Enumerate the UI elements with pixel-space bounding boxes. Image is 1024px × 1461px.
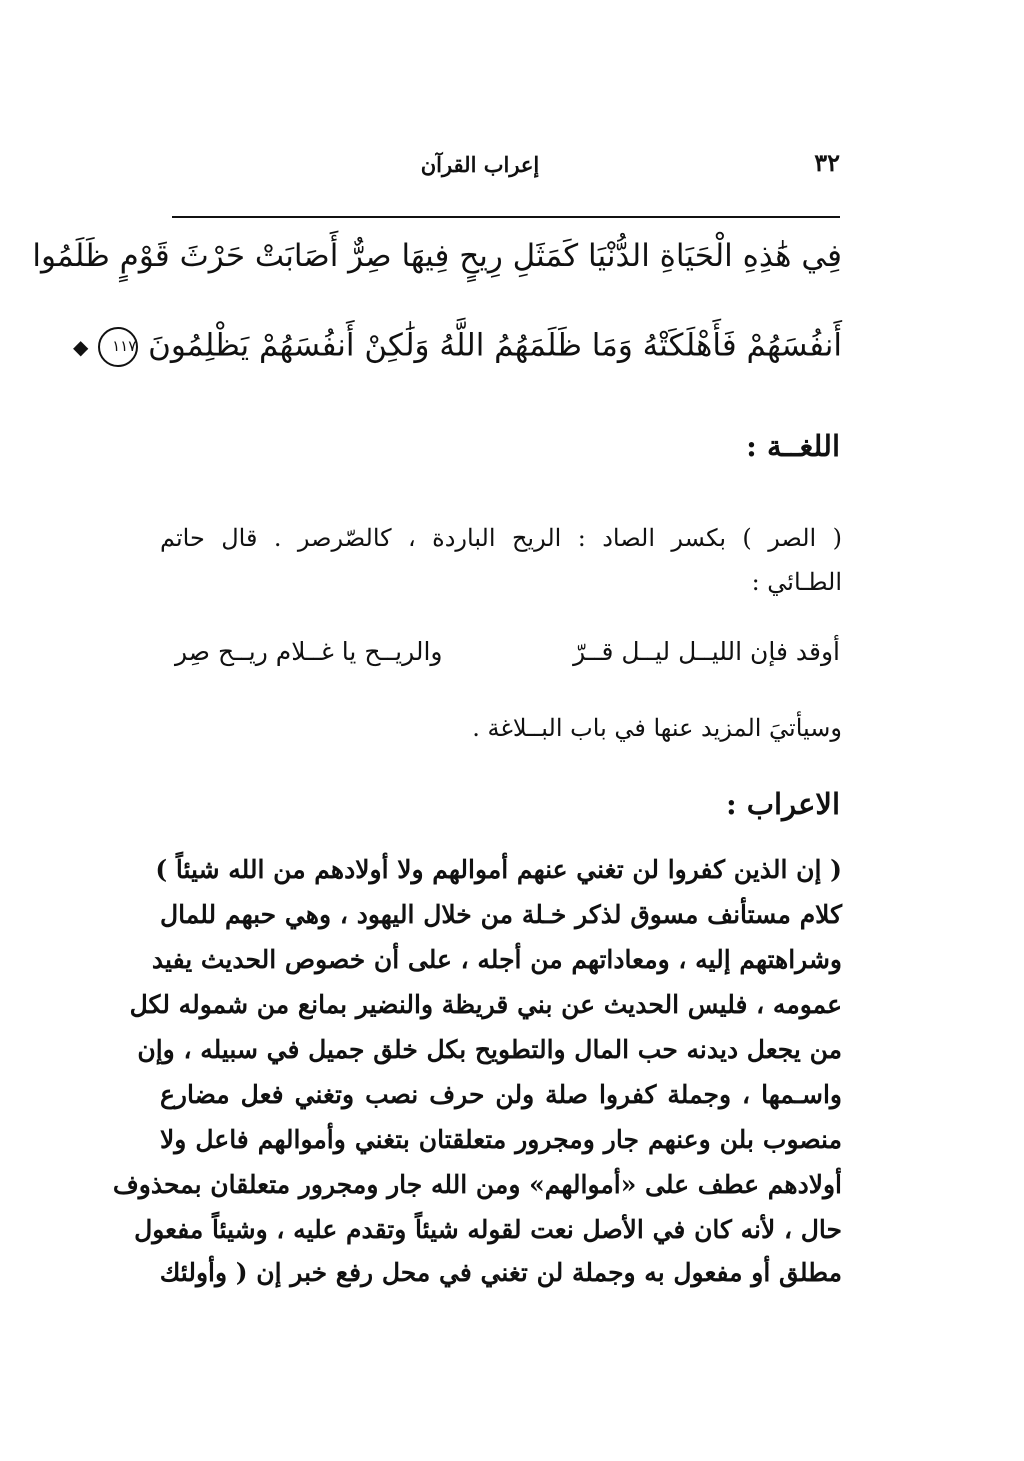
quran-verse-line-1: فِي هَٰذِهِ الْحَيَاةِ الدُّنْيَا كَمَثَلِ رِيحٍ فِيهَا صِرٌّ أَصَابَتْ حَرْثَ قَوْمٍ ظَلَمُوا	[32, 238, 842, 274]
quran-verse-text: أَنفُسَهُمْ فَأَهْلَكَتْهُ وَمَا ظَلَمَهُمُ اللَّهُ وَلَٰكِنْ أَنفُسَهُمْ يَظْلِمُونَ	[148, 327, 842, 364]
verse-end-mark: ◆	[73, 335, 89, 359]
irab-paragraph-line: ( إن الذين كفروا لن تغني عنهم أموالهم ولا أولادهم من الله شيئاً )	[155, 855, 842, 884]
irab-paragraph-line: مطلق أو مفعول به وجملة لن تغني في محل رفع خبر إن ( وأولئك	[159, 1258, 842, 1287]
poem-second-hemistich: والريــح يا غــلام ريــح صِر	[175, 637, 443, 666]
book-title: إعراب القرآن	[420, 152, 540, 177]
lugha-paragraph-line: وسيأتيَ المزيد عنها في باب البــلاغة .	[472, 714, 842, 742]
header-divider	[172, 216, 840, 218]
irab-paragraph-line: حال ، لأنه كان في الأصل نعت لقوله شيئاً وتقدم عليه ، وشيئاً مفعول	[134, 1215, 842, 1244]
poem-first-hemistich: أوقد فإن الليــل ليــل قــرّ	[573, 637, 840, 666]
poetry-verse	[175, 637, 840, 677]
irab-paragraph-line: من يجعل ديدنه حب المال والتطويح بكل خلق جميل في سبيله ، وإن	[137, 1035, 842, 1064]
section-heading-irab: الاعراب :	[725, 787, 840, 821]
irab-paragraph-line: عمومه ، فليس الحديث عن بني قريظة والنضير بمانع من شموله لكل	[129, 990, 842, 1019]
lugha-paragraph-line: الطـائي :	[751, 568, 842, 596]
page-number: ٣٢	[814, 148, 840, 177]
quran-verse-line-2	[73, 327, 842, 367]
irab-paragraph-line: واسـمها ، وجملة كفروا صلة ولن حرف نصب وتغني فعل مضارع	[160, 1080, 842, 1109]
section-heading-lugha: اللغــة :	[746, 429, 840, 463]
irab-paragraph-line: أولادهم عطف على «أموالهم» ومن الله جار ومجرور متعلقان بمحذوف	[112, 1170, 842, 1199]
running-head	[0, 148, 1024, 188]
irab-paragraph-line: وشراهتهم إليه ، ومعاداتهم من أجله ، على أن خصوص الحديث يفيد	[151, 945, 842, 974]
irab-paragraph-line: منصوب بلن وعنهم جار ومجرور متعلقتان بتغني وأموالهم فاعل ولا	[160, 1125, 842, 1154]
ayah-number-marker: ١١٧	[98, 327, 138, 367]
lugha-paragraph-line: ( الصر ) بكسر الصاد : الريح الباردة ، كالصّرصر . قال حاتم	[160, 524, 842, 552]
irab-paragraph-line: كلام مستأنف مسوق لذكر خـلة من خلال اليهود ، وهي حبهم للمال	[160, 900, 842, 929]
